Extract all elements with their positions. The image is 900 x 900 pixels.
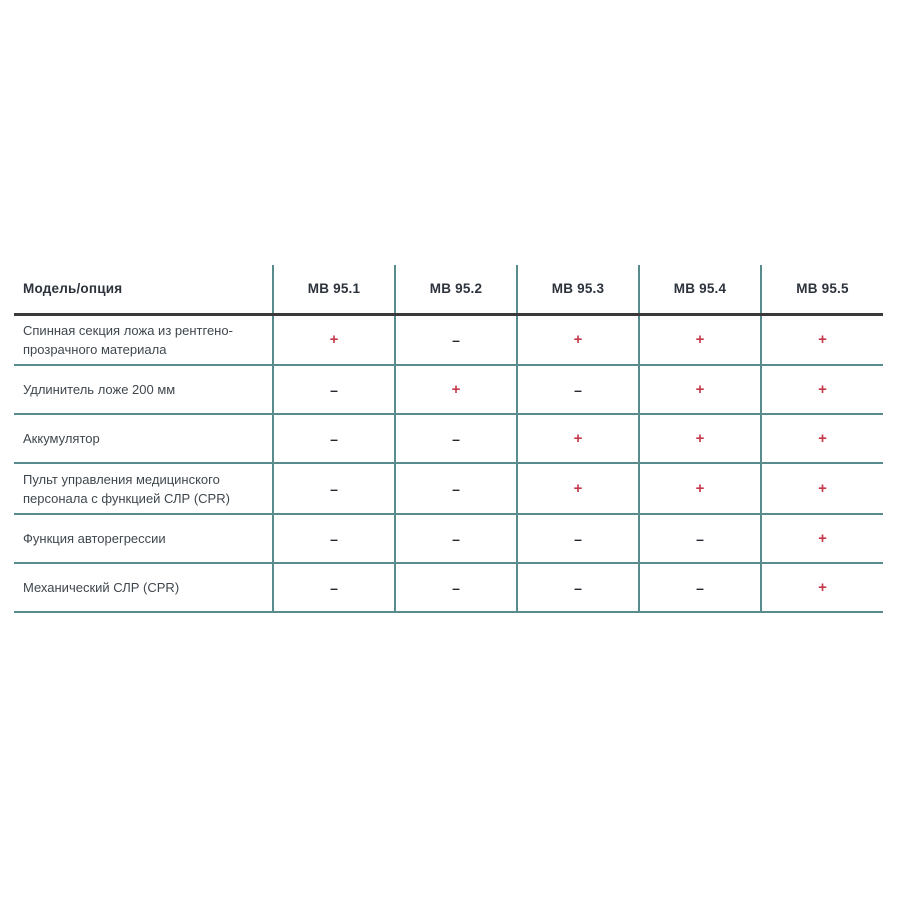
- row-value: –: [395, 514, 517, 563]
- header-model-mb95-2: МВ 95.2: [395, 265, 517, 314]
- row-value: +: [818, 480, 827, 497]
- table-row: [14, 365, 883, 414]
- row-label: Функция авторегрессии: [14, 514, 273, 563]
- table-row: [14, 414, 883, 463]
- row-value: +: [639, 314, 761, 365]
- row-value: +: [639, 463, 761, 514]
- row-value: +: [639, 414, 761, 463]
- row-value: –: [517, 365, 639, 414]
- table-header-row: [14, 265, 883, 314]
- row-value: –: [517, 563, 639, 612]
- row-value: +: [517, 314, 639, 365]
- row-label: Пульт управления медицинского персонала с функцией СЛР (CPR): [14, 463, 273, 514]
- row-value: –: [395, 563, 517, 612]
- row-value: –: [395, 414, 517, 463]
- row-value: +: [818, 579, 827, 596]
- row-value: –: [517, 514, 639, 563]
- row-value: –: [273, 463, 395, 514]
- row-label: Удлинитель ложе 200 мм: [14, 365, 273, 414]
- row-value: +: [273, 314, 395, 365]
- row-value: +: [517, 414, 639, 463]
- row-value: –: [639, 514, 761, 563]
- row-value: –: [273, 563, 395, 612]
- row-label: Механический СЛР (CPR): [14, 563, 273, 612]
- row-value: –: [273, 365, 395, 414]
- row-value: –: [395, 463, 517, 514]
- row-value: –: [273, 414, 395, 463]
- header-model-mb95-4: МВ 95.4: [639, 265, 761, 314]
- row-value: +: [818, 331, 827, 349]
- table-row: [14, 463, 883, 514]
- row-value: +: [517, 463, 639, 514]
- header-model-option: Модель/опция: [14, 265, 273, 314]
- table-row: [14, 314, 883, 365]
- header-model-mb95-1: МВ 95.1: [273, 265, 395, 314]
- row-label: Спинная секция ложа из рентгено-прозрачного материала: [14, 314, 273, 365]
- row-value: –: [639, 563, 761, 612]
- row-value: –: [395, 314, 517, 365]
- row-label: Аккумулятор: [14, 414, 273, 463]
- row-value: –: [273, 514, 395, 563]
- header-model-mb95-3: МВ 95.3: [517, 265, 639, 314]
- row-value: +: [639, 365, 761, 414]
- row-value: +: [818, 530, 827, 547]
- row-value: +: [395, 365, 517, 414]
- table-row: [14, 514, 883, 563]
- model-option-comparison-table: [14, 265, 883, 613]
- table-row: [14, 563, 883, 612]
- header-model-mb95-5: МВ 95.5: [796, 281, 849, 297]
- row-value: +: [818, 381, 827, 398]
- row-value: +: [818, 430, 827, 447]
